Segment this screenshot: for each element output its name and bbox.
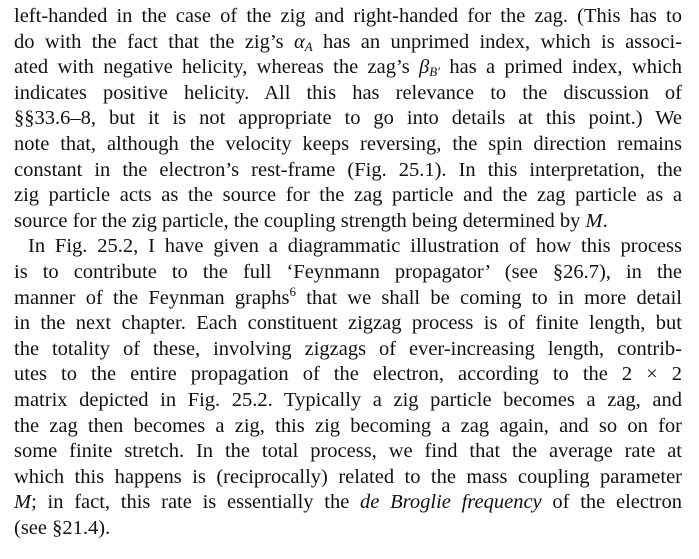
text-run: that we shall be coming to in more detail — [296, 286, 682, 309]
text-run: ated with negative helicity, whereas the zag’s — [14, 56, 420, 79]
paragraph-1 — [14, 4, 682, 234]
text-run: do with the fact that the zig’s — [14, 30, 294, 53]
index-subscript: B′ — [429, 64, 441, 80]
text-line: matrix depicted in Fig. 25.2. Typically a zig particle becomes a zag, and — [14, 388, 682, 411]
text-run: manner of the Feynman graphs — [14, 286, 290, 309]
text-run: of the electron — [541, 491, 682, 514]
text-line — [14, 490, 682, 516]
text-line — [14, 55, 682, 81]
text-line — [14, 30, 682, 56]
text-line: which this happens is (reciprocally) related to the mass coupling parameter — [14, 465, 682, 488]
text-line — [14, 209, 682, 235]
text-run: has a primed index, which — [440, 56, 682, 79]
text-line: utes to the entire propagation of the electron, according to the 2 × 2 — [14, 363, 682, 386]
alpha-symbol: α — [293, 30, 305, 53]
emphasized-term: de Broglie frequency — [360, 491, 542, 514]
text-line: note that, although the velocity keeps reversing, the spin direction remains — [14, 132, 682, 155]
text-line: is to contribute to the full ‘Feynmann propagator’ (see §26.7), in the — [14, 260, 682, 283]
mass-symbol: M — [14, 491, 32, 514]
text-line: In Fig. 25.2, I have given a diagrammatic illustration of how this process — [28, 235, 682, 258]
text-run: . — [602, 209, 608, 232]
text-line: constant in the electron’s rest-frame (Fig. 25.1). In this interpretation, the — [14, 158, 682, 181]
text-line: some finite stretch. In the total process, we find that the average rate at — [14, 440, 682, 463]
index-subscript: A — [304, 38, 313, 54]
text-line: indicates positive helicity. All this has relevance to the discussion of — [14, 81, 682, 104]
book-page — [14, 4, 682, 541]
text-line: the zag then becomes a zig, this zig becoming a zag again, and so on for — [14, 414, 682, 437]
paragraph-2 — [14, 234, 682, 541]
text-line — [14, 283, 682, 312]
text-run: source for the zig particle, the coupling strength being determined by — [14, 209, 586, 232]
text-line: in the next chapter. Each constituent zigzag process is of finite length, but — [14, 312, 682, 335]
text-line: the totality of these, involving zigzags of ever-increasing length, contrib- — [14, 337, 682, 360]
text-run: has an unprimed index, which is associ- — [312, 30, 683, 53]
mass-symbol: M — [585, 209, 603, 232]
text-line: zig particle acts as the source for the zag particle and the zag particle as a — [14, 184, 682, 207]
text-run: ; in fact, this rate is essentially the — [31, 491, 361, 514]
text-line: left-handed in the case of the zig and right-handed for the zag. (This has to — [14, 5, 682, 27]
text-line: §§33.6–8, but it is not appropriate to go into details at this point.) We — [14, 107, 682, 130]
footnote-marker: 6 — [289, 283, 297, 299]
text-line: (see §21.4). — [14, 516, 111, 539]
beta-symbol: β — [419, 56, 430, 79]
